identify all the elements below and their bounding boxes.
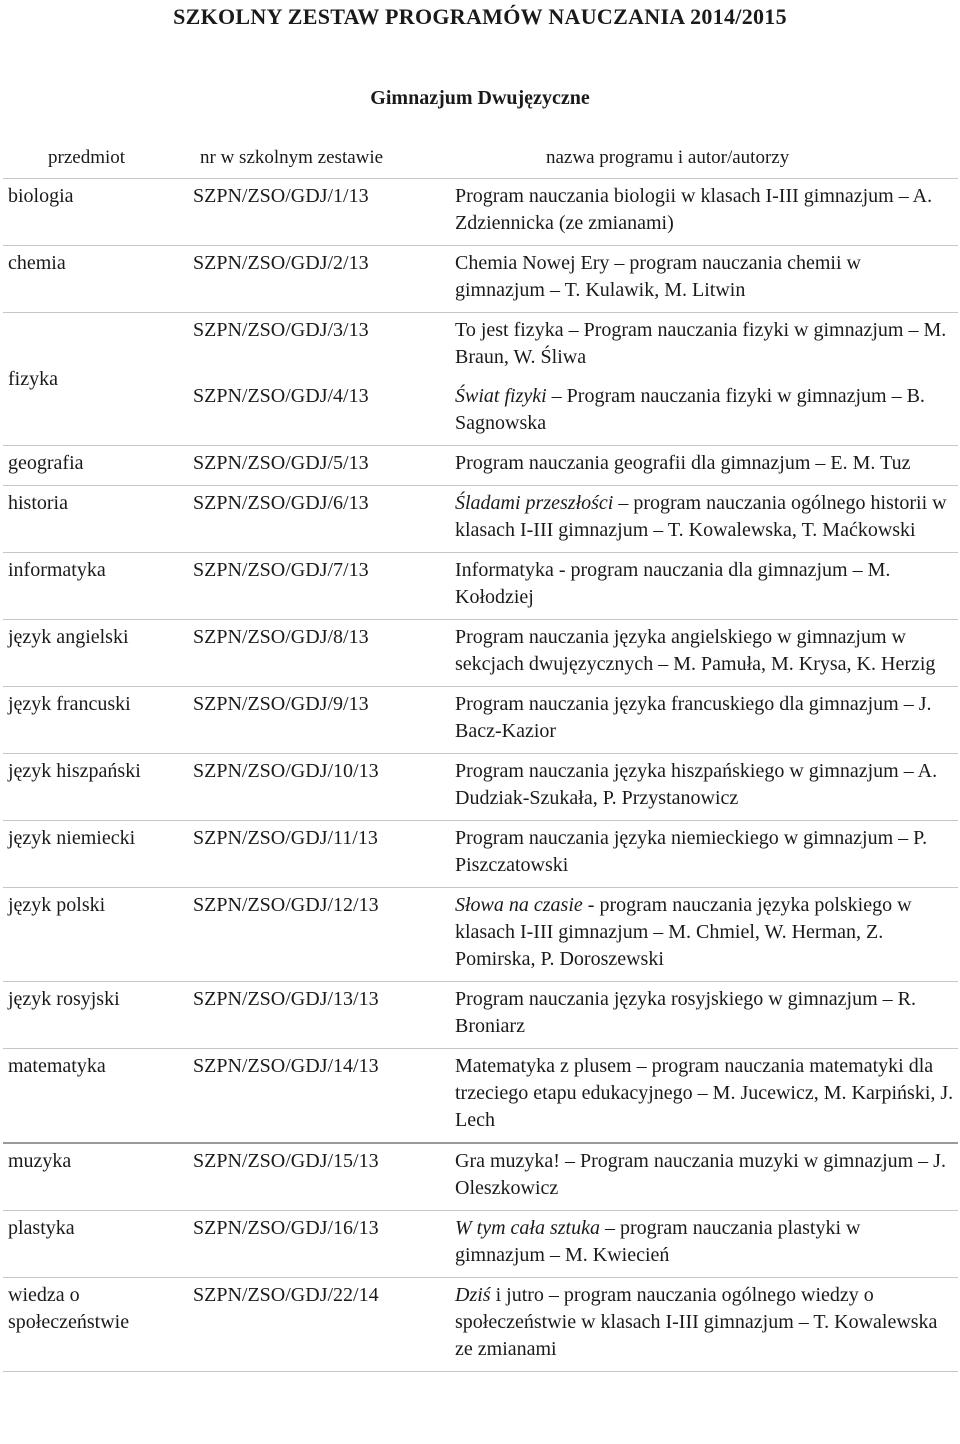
subject-cell: fizyka <box>3 313 183 446</box>
code-cell: SZPN/ZSO/GDJ/15/13 <box>183 1143 443 1211</box>
code-cell: SZPN/ZSO/GDJ/13/13 <box>183 982 443 1049</box>
code-cell: SZPN/ZSO/GDJ/7/13 <box>183 553 443 620</box>
program-title-italic: Świat fizyki <box>455 385 547 407</box>
code-cell: SZPN/ZSO/GDJ/14/13 <box>183 1049 443 1144</box>
program-cell <box>443 246 958 313</box>
program-cell <box>443 888 958 982</box>
program-text: Gra muzyka! – Program nauczania muzyki w gimnazjum – J. Oleszkowicz <box>455 1150 946 1199</box>
program-text: Program nauczania języka niemieckiego w gimnazjum – P. Piszczatowski <box>455 827 928 876</box>
program-table <box>3 178 958 1372</box>
code-cell: SZPN/ZSO/GDJ/8/13 <box>183 620 443 687</box>
column-header-program: nazwa programu i autor/autorzy <box>546 147 790 168</box>
code-cell: SZPN/ZSO/GDJ/10/13 <box>183 754 443 821</box>
program-cell <box>443 821 958 888</box>
program-text: To jest fizyka – Program nauczania fizyki w gimnazjum – M. Braun, W. Śliwa <box>455 319 947 368</box>
program-text: Program nauczania geografii dla gimnazjum – E. M. Tuz <box>455 452 911 474</box>
program-cell <box>443 379 958 446</box>
subject-cell: informatyka <box>3 553 183 620</box>
table-row <box>3 754 958 821</box>
program-text: Matematyka z plusem – program nauczania matematyki dla trzeciego etapu edukacyjnego – M. Jucewicz, M. Karpiński, J. Lech <box>455 1055 954 1131</box>
program-cell <box>443 1278 958 1372</box>
column-header-code: nr w szkolnym zestawie <box>200 147 384 168</box>
table-row <box>3 246 958 313</box>
program-text: Program nauczania języka angielskiego w gimnazjum w sekcjach dwujęzycznych – M. Pamuła, M. Krysa, K. Herzig <box>455 626 936 675</box>
program-text: – program nauczania ogólnego historii w klasach I-III gimnazjum – T. Kowalewska, T. Maćkowski <box>455 492 947 541</box>
subject-cell: historia <box>3 486 183 553</box>
program-text: Program nauczania języka hiszpańskiego w gimnazjum – A. Dudziak-Szukała, P. Przystanowicz <box>455 760 938 809</box>
code-cell: SZPN/ZSO/GDJ/16/13 <box>183 1211 443 1278</box>
table-row <box>3 179 958 246</box>
program-cell <box>443 754 958 821</box>
column-header-subject: przedmiot <box>48 147 126 168</box>
code-cell: SZPN/ZSO/GDJ/3/13 <box>183 313 443 380</box>
subject-cell: język hiszpański <box>3 754 183 821</box>
table-row <box>3 620 958 687</box>
code-cell: SZPN/ZSO/GDJ/2/13 <box>183 246 443 313</box>
program-cell <box>443 446 958 486</box>
code-cell: SZPN/ZSO/GDJ/5/13 <box>183 446 443 486</box>
table-row <box>3 1278 958 1372</box>
table-row <box>3 1049 958 1144</box>
code-cell: SZPN/ZSO/GDJ/11/13 <box>183 821 443 888</box>
table-row <box>3 1143 958 1211</box>
subject-cell: język niemiecki <box>3 821 183 888</box>
program-title-italic: W tym cała sztuka <box>455 1217 600 1239</box>
program-cell <box>443 1143 958 1211</box>
page-subtitle: Gimnazjum Dwujęzyczne <box>370 87 590 109</box>
program-cell <box>443 313 958 380</box>
table-row <box>3 888 958 982</box>
page-title: SZKOLNY ZESTAW PROGRAMÓW NAUCZANIA 2014/2015 <box>173 4 787 29</box>
program-title-italic: Śladami przeszłości <box>455 492 614 514</box>
table-row <box>3 1211 958 1278</box>
program-cell <box>443 687 958 754</box>
table-row <box>3 486 958 553</box>
code-cell: SZPN/ZSO/GDJ/6/13 <box>183 486 443 553</box>
subject-cell: wiedza o społeczeństwie <box>3 1278 183 1372</box>
program-text: Program nauczania biologii w klasach I-III gimnazjum – A. Zdziennicka (ze zmianami) <box>455 185 933 234</box>
program-cell <box>443 179 958 246</box>
code-cell: SZPN/ZSO/GDJ/1/13 <box>183 179 443 246</box>
subject-cell: plastyka <box>3 1211 183 1278</box>
subject-cell: język angielski <box>3 620 183 687</box>
subject-cell: geografia <box>3 446 183 486</box>
program-cell <box>443 1211 958 1278</box>
program-title-italic: Dziś <box>455 1284 491 1306</box>
code-cell: SZPN/ZSO/GDJ/22/14 <box>183 1278 443 1372</box>
subject-cell: język polski <box>3 888 183 982</box>
program-text: Program nauczania języka rosyjskiego w gimnazjum – R. Broniarz <box>455 988 916 1037</box>
subject-cell: język francuski <box>3 687 183 754</box>
table-row <box>3 821 958 888</box>
code-cell: SZPN/ZSO/GDJ/4/13 <box>193 385 369 407</box>
program-cell <box>443 982 958 1049</box>
program-text: - program nauczania języka polskiego w klasach I-III gimnazjum – M. Chmiel, W. Herman, Z. Pomirska, P. Doroszewski <box>455 894 912 970</box>
program-text: – program nauczania plastyki w gimnazjum – M. Kwiecień <box>455 1217 861 1266</box>
program-cell <box>443 486 958 553</box>
program-cell <box>443 620 958 687</box>
program-cell <box>443 1049 958 1144</box>
code-cell: SZPN/ZSO/GDJ/9/13 <box>183 687 443 754</box>
table-row <box>3 687 958 754</box>
program-text: Chemia Nowej Ery – program nauczania chemii w gimnazjum – T. Kulawik, M. Litwin <box>455 252 861 301</box>
subject-cell: muzyka <box>3 1143 183 1211</box>
table-row <box>3 446 958 486</box>
program-cell <box>443 553 958 620</box>
program-text: i jutro – program nauczania ogólnego wiedzy o społeczeństwie w klasach I-III gimnazjum – T. Kowalewska ze zmianami <box>455 1284 938 1360</box>
program-title-italic: Słowa na czasie <box>455 894 583 916</box>
table-row <box>3 313 958 380</box>
subject-cell: chemia <box>3 246 183 313</box>
program-text: Informatyka - program nauczania dla gimnazjum – M. Kołodziej <box>455 559 891 608</box>
code-cell: SZPN/ZSO/GDJ/12/13 <box>183 888 443 982</box>
subject-cell: język rosyjski <box>3 982 183 1049</box>
subject-cell: matematyka <box>3 1049 183 1144</box>
table-row <box>3 553 958 620</box>
subject-cell: biologia <box>3 179 183 246</box>
program-text: Program nauczania języka francuskiego dla gimnazjum – J. Bacz-Kazior <box>455 693 932 742</box>
program-text: – Program nauczania fizyki w gimnazjum – B. Sagnowska <box>455 385 925 434</box>
table-row <box>3 982 958 1049</box>
